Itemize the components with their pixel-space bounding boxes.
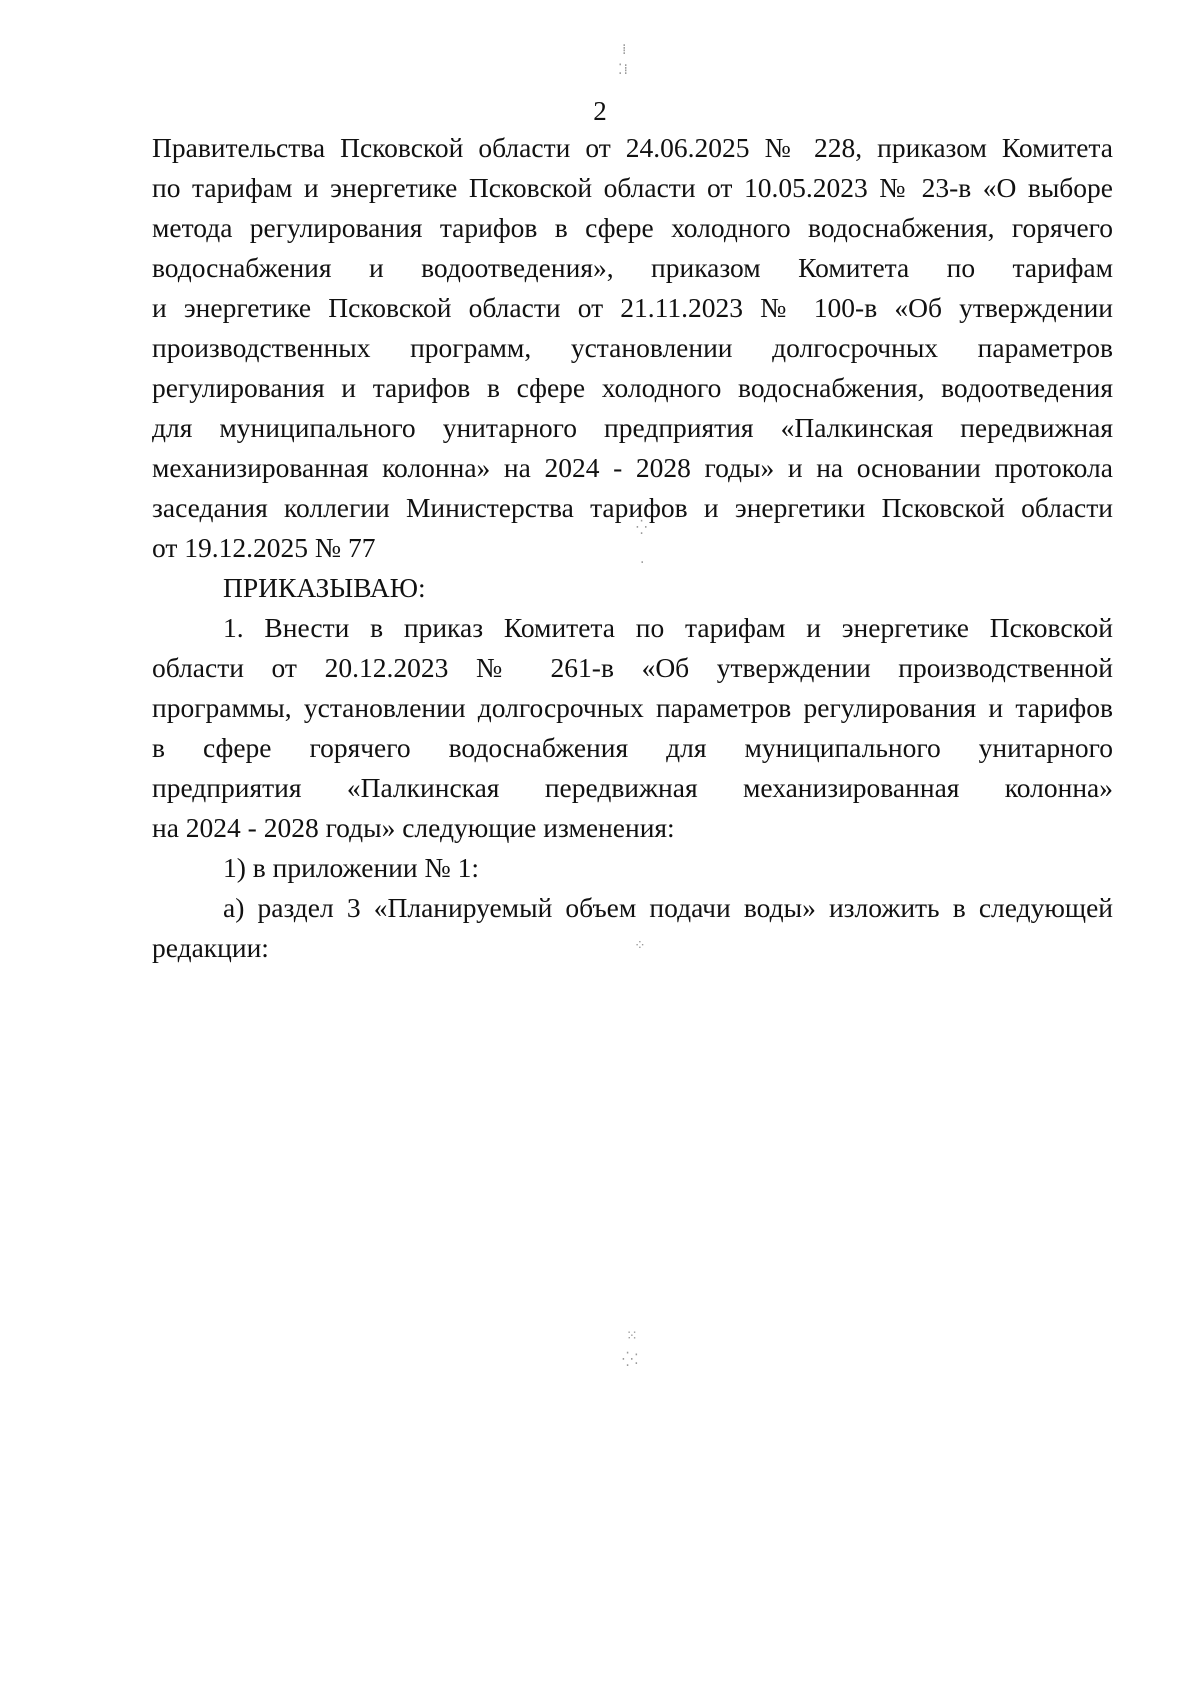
text-line: механизированная колонна» на 2024 - 2028 годы» и на основании протокола — [152, 452, 1113, 483]
text-line: метода регулирования тарифов в сфере холодного водоснабжения, горячего — [152, 212, 1113, 243]
sub-item-1: 1) в приложении № 1: — [223, 852, 479, 883]
text-line: заседания коллегии Министерства тарифов и энергетики Псковской области — [152, 492, 1113, 523]
document-body — [152, 128, 1113, 968]
text-line: для муниципального унитарного предприятия «Палкинская передвижная — [152, 412, 1113, 443]
scan-artifact: ⁚⁞ — [618, 62, 629, 78]
text-line: по тарифам и энергетике Псковской области от 10.05.2023 № 23-в «О выборе — [152, 172, 1113, 203]
item-1-paragraph — [152, 608, 1113, 848]
scan-artifact: · — [640, 555, 646, 571]
text-line: в сфере горячего водоснабжения для муниципального унитарного — [152, 732, 1113, 763]
text-line: а) раздел 3 «Планируемый объем подачи воды» изложить в следующей — [223, 892, 1113, 923]
intro-paragraph — [152, 128, 1113, 568]
scan-artifact: ⁘ — [634, 938, 647, 954]
text-line: производственных программ, установлении долгосрочных параметров — [152, 332, 1113, 363]
text-line: программы, установлении долгосрочных параметров регулирования и тарифов — [152, 692, 1113, 723]
text-line: области от 20.12.2023 № 261-в «Об утверждении производственной — [152, 652, 1113, 683]
sub-item-a-paragraph — [152, 888, 1113, 968]
scan-artifact: ⁛⁚ — [622, 1352, 640, 1368]
text-line: и энергетике Псковской области от 21.11.2023 № 100-в «Об утверждении — [152, 292, 1113, 323]
text-line: на 2024 - 2028 годы» следующие изменения: — [152, 812, 675, 843]
text-line: Правительства Псковской области от 24.06.2025 № 228, приказом Комитета — [152, 132, 1113, 163]
text-line: от 19.12.2025 № 77 — [152, 532, 376, 563]
scan-artifact: ⁛ — [636, 520, 649, 536]
text-line: редакции: — [152, 932, 269, 963]
order-heading: ПРИКАЗЫВАЮ: — [223, 572, 426, 603]
page-number: 2 — [593, 96, 607, 126]
scan-artifact: ⁞ — [622, 42, 628, 58]
text-line: водоснабжения и водоотведения», приказом Комитета по тарифам — [152, 252, 1113, 283]
text-line: регулирования и тарифов в сфере холодного водоснабжения, водоотведения — [152, 372, 1113, 403]
scan-artifact: ⁙ — [626, 1328, 639, 1344]
text-line: предприятия «Палкинская передвижная механизированная колонна» — [152, 772, 1113, 803]
text-line: 1. Внести в приказ Комитета по тарифам и энергетике Псковской — [223, 612, 1113, 643]
